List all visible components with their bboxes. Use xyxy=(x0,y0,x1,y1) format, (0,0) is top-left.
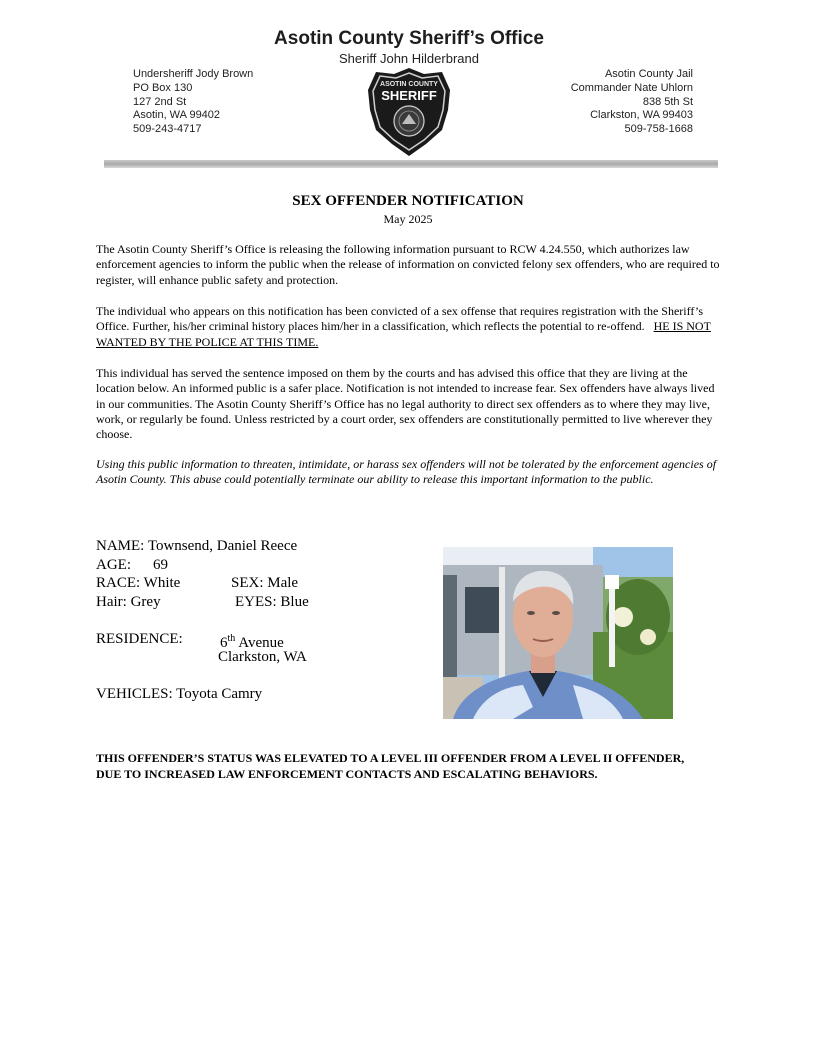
address-line: PO Box 130 xyxy=(133,81,193,94)
spacer xyxy=(96,611,297,630)
race-label: RACE: xyxy=(96,575,141,591)
badge-sheriff-text: SHERIFF xyxy=(381,88,437,103)
vehicles-row xyxy=(96,685,297,704)
offender-race: White xyxy=(143,575,181,591)
offender-age: 69 xyxy=(153,556,168,573)
notification-date: May 2025 xyxy=(383,212,433,226)
badge-county-text: ASOTIN COUNTY xyxy=(380,81,438,88)
address-line: Undersheriff Jody Brown xyxy=(133,68,254,80)
eyes-field xyxy=(235,593,309,612)
offender-details xyxy=(96,537,309,704)
notification-title: SEX OFFENDER NOTIFICATION xyxy=(292,193,524,209)
not-wanted-statement: HE IS NOT WANTED BY THE POLICE AT THIS TIME. xyxy=(96,319,711,349)
status-elevation-notice: THIS OFFENDER’S STATUS WAS ELEVATED TO A LEVEL III OFFENDER FROM A LEVEL II OFFENDER, DUE TO INCREASED LAW ENFORCEMENT CONTACTS AND ESCALATING BEHAVIORS. xyxy=(96,751,685,781)
hair-label: Hair: xyxy=(96,593,127,610)
offender-sex: Male xyxy=(267,575,299,591)
name-row xyxy=(96,537,297,556)
sheriff-name: Sheriff John Hilderbrand xyxy=(339,51,479,66)
address-line: 509-243-4717 xyxy=(133,123,202,136)
residence-number: 6 xyxy=(220,634,228,651)
residence-row xyxy=(96,630,297,649)
offender-name: Townsend, Daniel Reece xyxy=(147,538,298,554)
address-line: Commander Nate Uhlorn xyxy=(570,81,693,94)
undersheriff-address xyxy=(133,68,253,137)
sex-label: SEX: xyxy=(231,575,264,591)
jail-address xyxy=(571,68,693,137)
address-line: 127 2nd St xyxy=(133,95,187,108)
vehicles-label: VEHICLES: xyxy=(96,686,173,702)
residence-street-name: Avenue xyxy=(238,634,284,651)
address-line: 838 5th St xyxy=(642,95,693,108)
eyes-label: EYES: xyxy=(235,593,277,610)
age-row xyxy=(96,556,297,575)
sex-field xyxy=(231,574,298,593)
offender-eyes: Blue xyxy=(280,593,309,610)
spacer xyxy=(96,667,297,686)
office-name: Asotin County Sheriff’s Office xyxy=(274,28,544,49)
residence-label: RESIDENCE: xyxy=(96,630,183,647)
paragraph-public-info: This individual has served the sentence imposed on them by the courts and has advised this office that they are living at the location below. An informed public is a safer place. Notification is not intended to increase fear. Sex offenders have always lived in our communities. The Asotin County Sheriff’s Office has no legal authority to direct sex offenders as to where they may live, work, or regularly be found. Unless restricted by a court order, sex offenders are constitutionally permitted to live wherever they choose. xyxy=(96,366,715,442)
sheriff-badge-icon xyxy=(364,66,454,158)
address-line: Clarkston, WA 99403 xyxy=(590,109,693,122)
paragraph-harassment-warning: Using this public information to threaten, intimidate, or harass sex offenders will not be tolerated by the enforcement agencies of Asotin County. This abuse could potentially terminate our ability to release this important information to the public. xyxy=(96,457,717,487)
offender-photo xyxy=(443,547,673,719)
residence-city: Clarkston, WA xyxy=(218,649,307,665)
hair-eyes-row xyxy=(96,593,309,612)
paragraph-classification xyxy=(96,304,722,350)
paragraph-legal-basis: The Asotin County Sheriff’s Office is releasing the following information pursuant to RCW 4.24.550, which authorizes law enforcement agencies to inform the public when the release of information on convicted felony sex offenders, who are required to register, will enhance public safety and protection. xyxy=(96,242,720,287)
address-line: Asotin County Jail xyxy=(604,68,693,80)
address-line: 509-758-1668 xyxy=(624,123,693,136)
residence-city-row xyxy=(96,648,307,667)
address-line: Asotin, WA 99402 xyxy=(133,109,221,122)
paragraph-classification-text: The individual who appears on this notification has been convicted of a sex offense that requires registration with the Sheriff’s Office. Further, his/her criminal history places him/her in a classification, which reflects the potential to re-offend. xyxy=(96,304,704,334)
letterhead xyxy=(100,26,718,174)
age-label: AGE: xyxy=(96,556,131,573)
offender-vehicles: Toyota Camry xyxy=(176,686,263,702)
letterhead-divider xyxy=(104,160,718,168)
residence-ordinal: th xyxy=(227,632,236,644)
offender-hair: Grey xyxy=(130,593,161,610)
race-sex-row xyxy=(96,574,297,593)
name-label: NAME: xyxy=(96,538,145,554)
